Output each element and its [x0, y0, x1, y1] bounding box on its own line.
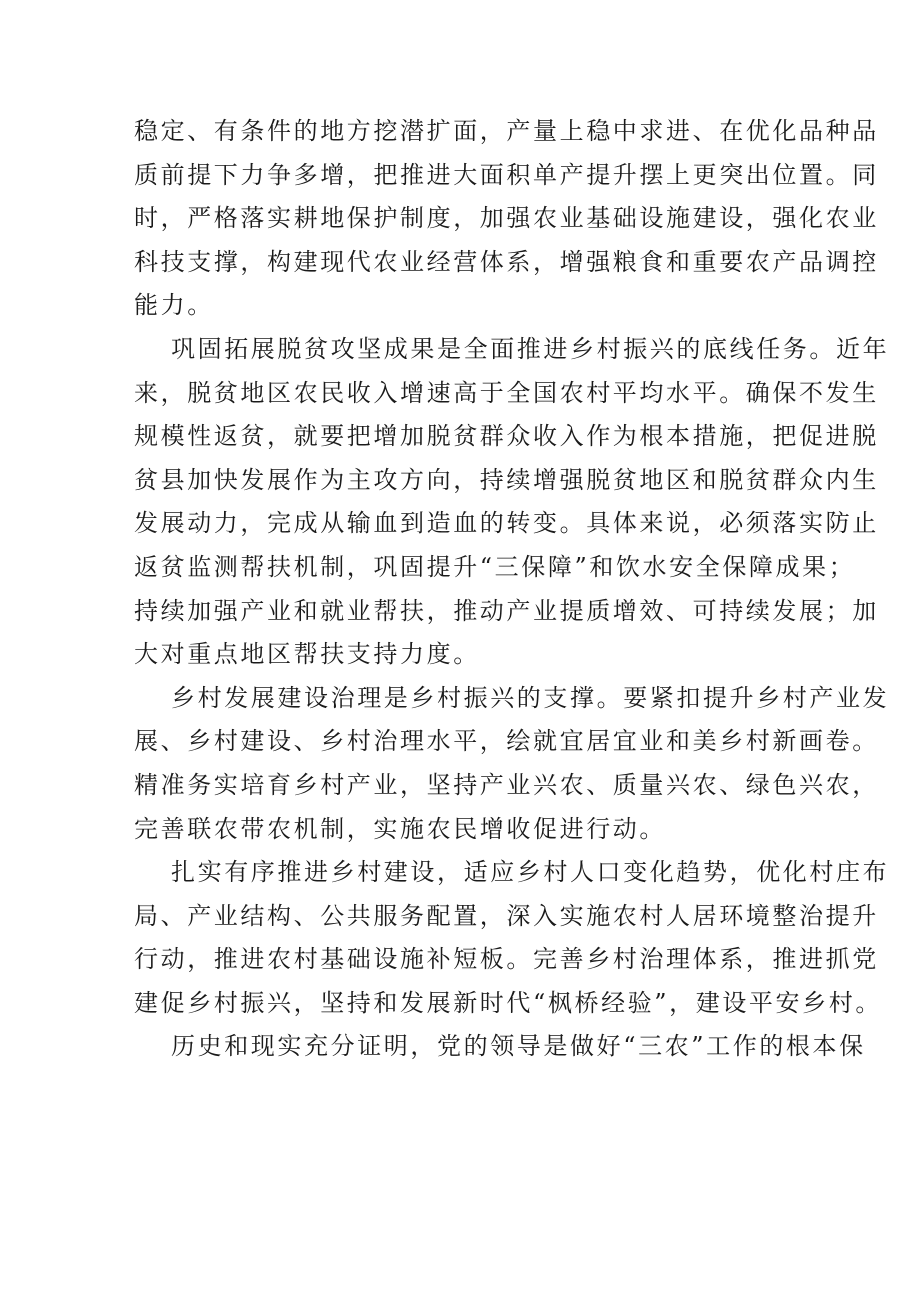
paragraph-start-line: 扎实有序推进乡村建设，适应乡村人口变化趋势，优化村庄布 — [171, 858, 890, 887]
text-line: 局、产业结构、公共服务配置，深入实施农村人居环境整治提升 — [134, 901, 879, 930]
text-line: 精准务实培育乡村产业，坚持产业兴农、质量兴农、绿色兴农， — [134, 770, 879, 799]
text-line: 行动，推进农村基础设施补短板。完善乡村治理体系，推进抓党 — [134, 945, 879, 974]
paragraph-start-line: 乡村发展建设治理是乡村振兴的支撑。要紧扣提升乡村产业发 — [171, 683, 890, 712]
text-line: 时，严格落实耕地保护制度，加强农业基础设施建设，强化农业 — [134, 204, 879, 233]
text-line: 返贫监测帮扶机制，巩固提升“三保障”和饮水安全保障成果； — [134, 552, 856, 581]
text-line: 稳定、有条件的地方挖潜扩面，产量上稳中求进、在优化品种品 — [134, 117, 879, 145]
paragraph-start-line: 巩固拓展脱贫攻坚成果是全面推进乡村振兴的底线任务。近年 — [171, 334, 890, 363]
text-line: 完善联农带农机制，实施农民增收促进行动。 — [134, 814, 666, 843]
text-line: 来，脱贫地区农民收入增速高于全国农村平均水平。确保不发生 — [134, 378, 879, 407]
paragraph-start-line: 历史和现实充分证明，党的领导是做好“三农”工作的根本保 — [171, 1032, 866, 1061]
text-line: 发展动力，完成从输血到造血的转变。具体来说，必须落实防止 — [134, 509, 879, 538]
body-text — [134, 110, 890, 1069]
text-line: 贫县加快发展作为主攻方向，持续增强脱贫地区和脱贫群众内生 — [134, 465, 879, 494]
text-line: 科技支撑，构建现代农业经营体系，增强粮食和重要农产品调控 — [134, 247, 879, 276]
text-line: 建促乡村振兴，坚持和发展新时代“枫桥经验”，建设平安乡村。 — [134, 988, 882, 1017]
text-line: 规模性返贫，就要把增加脱贫群众收入作为根本措施，把促进脱 — [134, 422, 879, 451]
text-line: 质前提下力争多增，把推进大面积单产提升摆上更突出位置。同 — [134, 160, 879, 189]
text-line: 持续加强产业和就业帮扶，推动产业提质增效、可持续发展；加 — [134, 596, 879, 625]
text-line: 大对重点地区帮扶支持力度。 — [134, 640, 480, 669]
text-line: 展、乡村建设、乡村治理水平，绘就宜居宜业和美乡村新画卷。 — [134, 727, 879, 756]
text-line: 能力。 — [134, 291, 214, 320]
